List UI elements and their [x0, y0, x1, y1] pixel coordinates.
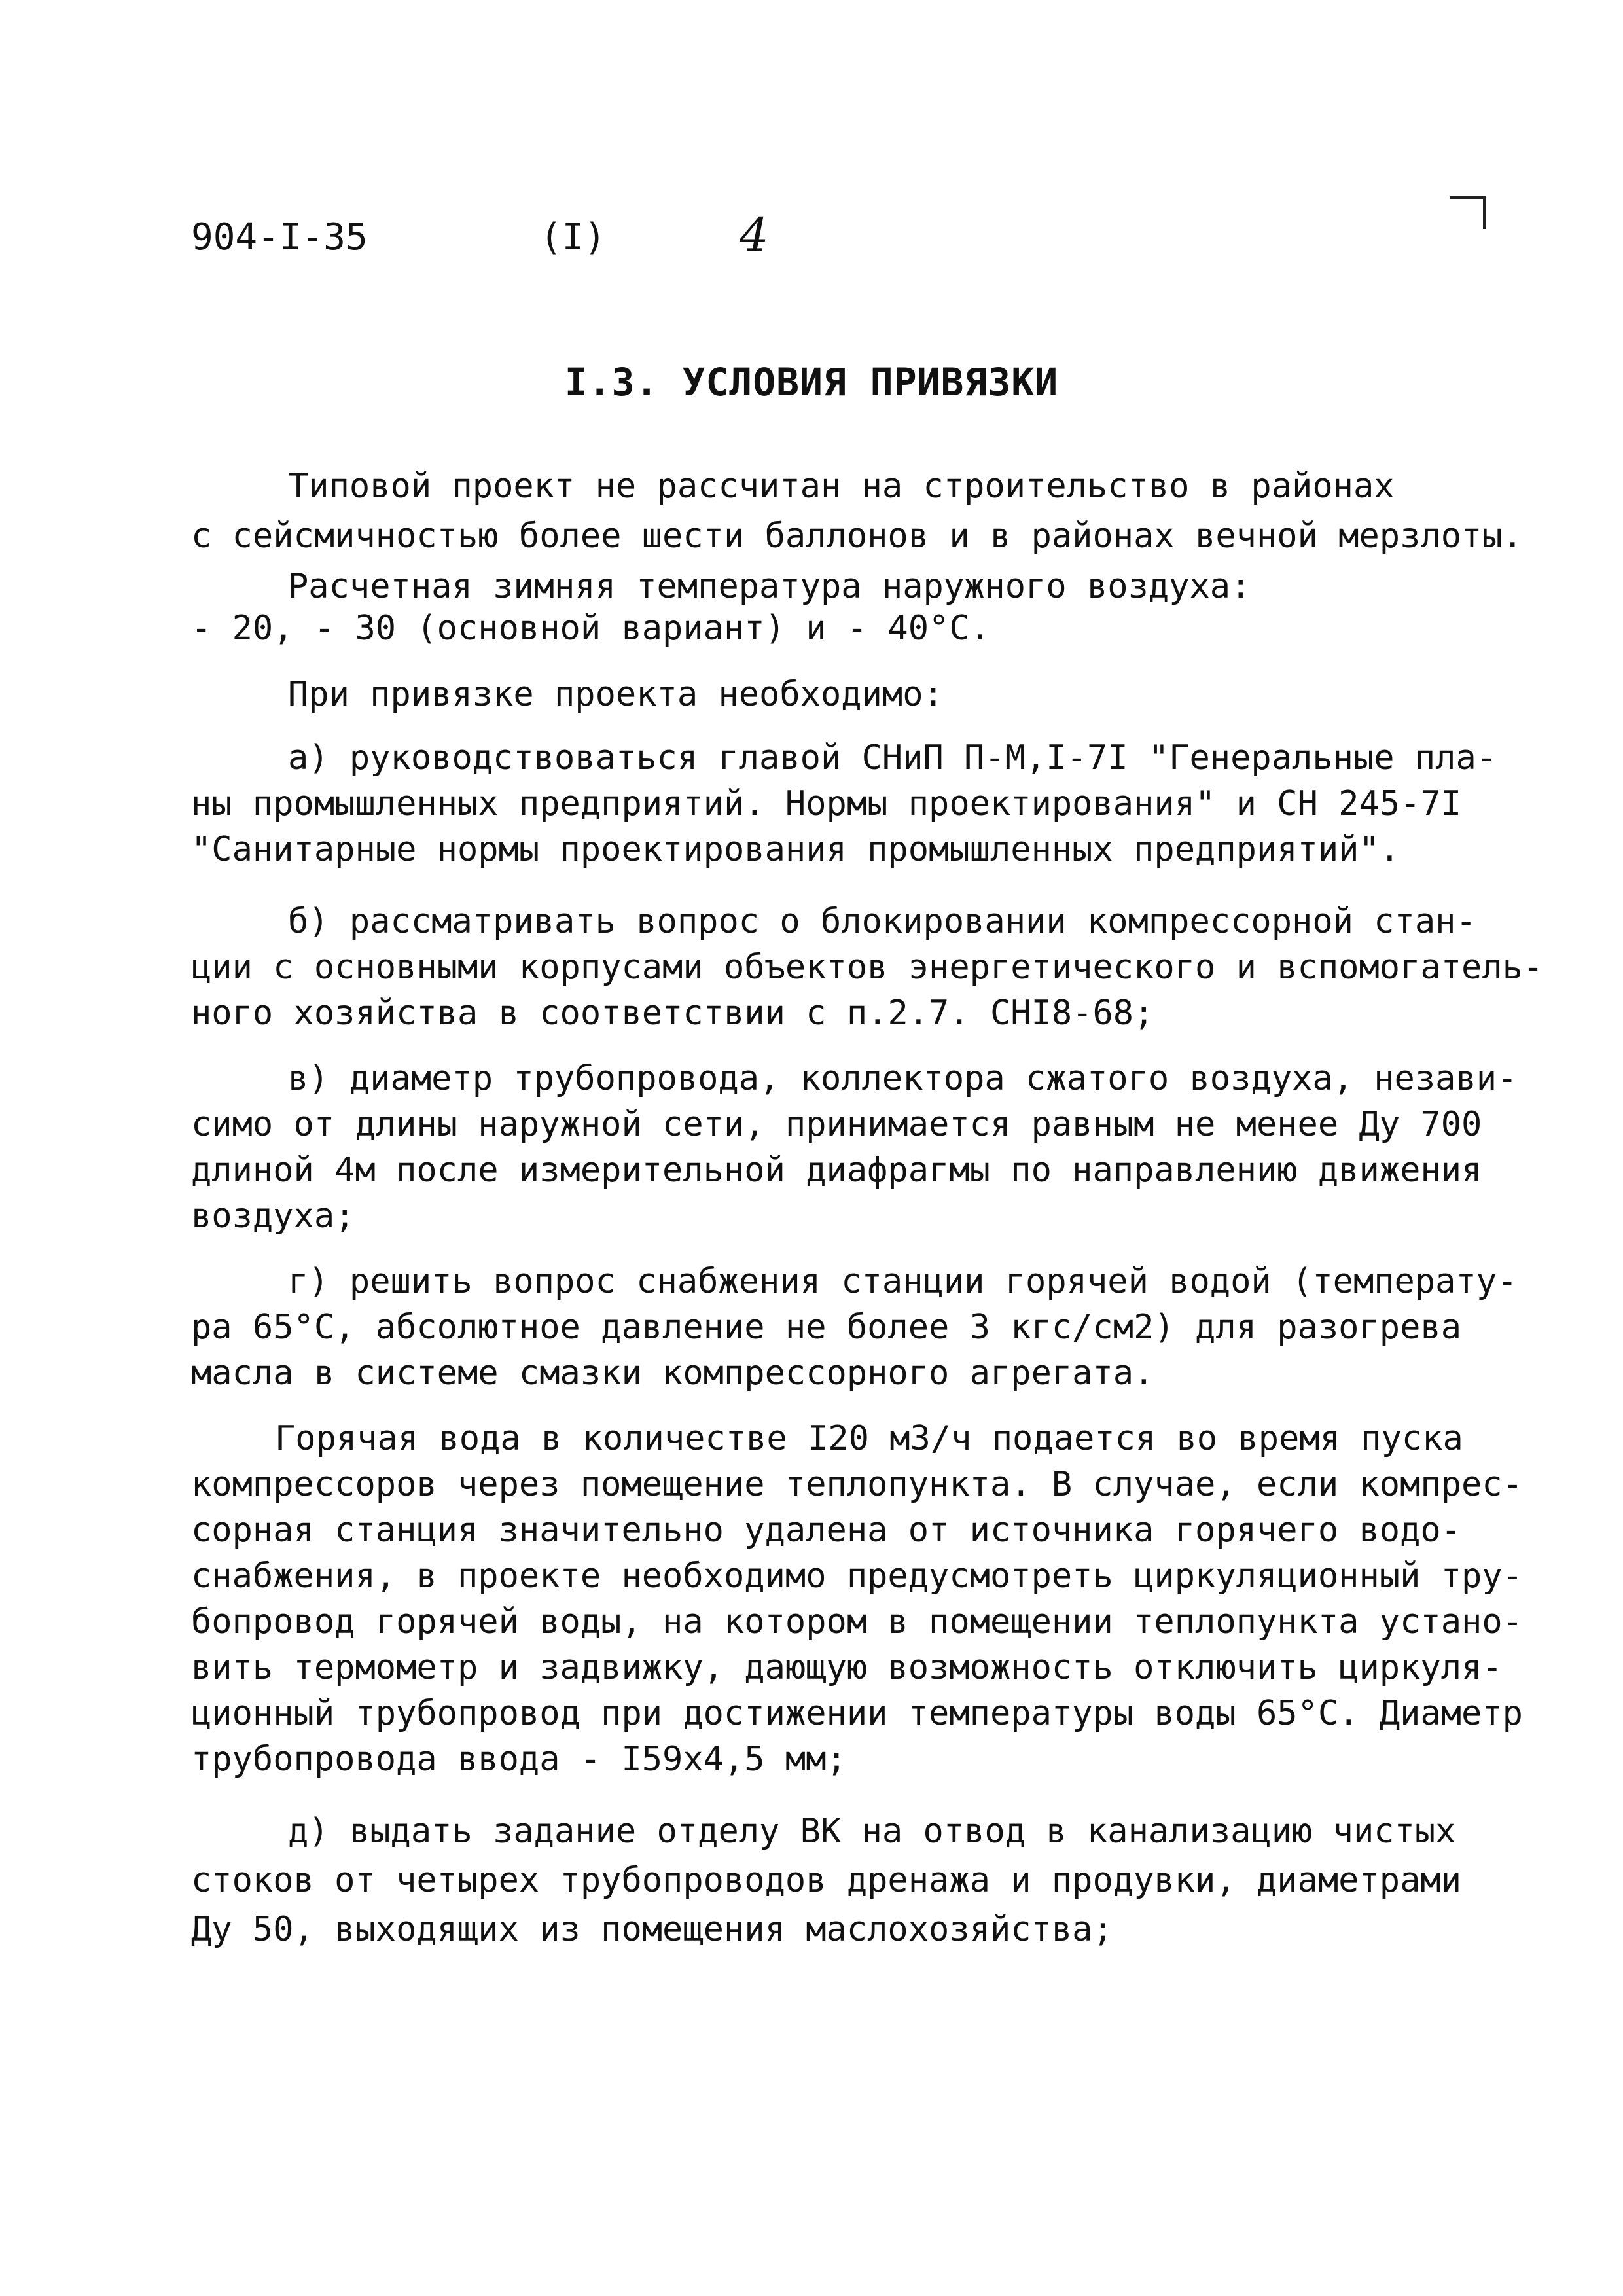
- item-b-line-1: б) рассматривать вопрос о блокировании компрессорной стан-: [288, 902, 1476, 941]
- document-part: (I): [540, 216, 607, 259]
- section-title: I.3. УСЛОВИЯ ПРИВЯЗКИ: [564, 360, 1059, 404]
- page-number: 4: [740, 208, 769, 262]
- hot-water-line-4: снабжения, в проекте необходимо предусмотреть циркуляционный тру-: [191, 1556, 1523, 1596]
- item-a-line-1: а) руководствоваться главой СНиП П-М,I-7I "Генеральные пла-: [288, 738, 1497, 778]
- document-code: 904-I-35: [191, 216, 368, 259]
- item-d-line-3: Ду 50, выходящих из помещения маслохозяйства;: [191, 1910, 1113, 1949]
- temperature-line-2: - 20, - 30 (основной вариант) и - 40°С.: [191, 609, 990, 648]
- item-v-line-2: симо от длины наружной сети, принимается равным не менее Ду 700: [191, 1105, 1482, 1144]
- item-v-line-4: воздуха;: [191, 1196, 355, 1236]
- item-v-line-1: в) диаметр трубопровода, коллектора сжатого воздуха, незави-: [288, 1059, 1518, 1098]
- corner-mark: [1450, 196, 1489, 229]
- temperature-line-1: Расчетная зимняя температура наружного воздуха:: [288, 567, 1251, 606]
- item-d-line-2: стоков от четырех трубопроводов дренажа и продувки, диаметрами: [191, 1861, 1462, 1900]
- item-b-line-3: ного хозяйства в соответствии с п.2.7. СНI8-68;: [191, 994, 1154, 1033]
- item-b-line-2: ции с основными корпусами объектов энергетического и вспомогатель-: [191, 948, 1544, 987]
- lead-line: При привязке проекта необходимо:: [288, 675, 944, 714]
- item-a-line-3: "Санитарные нормы проектирования промышленных предприятий".: [191, 830, 1400, 869]
- hot-water-line-8: трубопровода ввода - I59х4,5 мм;: [191, 1740, 847, 1779]
- hot-water-line-5: бопровод горячей воды, на котором в помещении теплопункта устано-: [191, 1602, 1523, 1641]
- intro-line-2: с сейсмичностью более шести баллонов и в районах вечной мерзлоты.: [191, 516, 1523, 556]
- item-g-line-2: ра 65°С, абсолютное давление не более 3 кгс/см2) для разогрева: [191, 1308, 1462, 1347]
- hot-water-line-7: ционный трубопровод при достижении температуры воды 65°С. Диаметр: [191, 1694, 1523, 1733]
- item-d-line-1: д) выдать задание отделу ВК на отвод в канализацию чистых: [288, 1812, 1456, 1851]
- item-g-line-3: масла в системе смазки компрессорного агрегата.: [191, 1354, 1154, 1393]
- hot-water-line-1: Горячая вода в количестве I20 м3/ч подается во время пуска: [275, 1419, 1463, 1458]
- item-v-line-3: длиной 4м после измерительной диафрагмы по направлению движения: [191, 1151, 1482, 1190]
- item-g-line-1: г) решить вопрос снабжения станции горячей водой (температу-: [288, 1262, 1518, 1301]
- hot-water-line-6: вить термометр и задвижку, дающую возможность отключить циркуля-: [191, 1648, 1503, 1687]
- hot-water-line-2: компрессоров через помещение теплопункта. В случае, если компрес-: [191, 1465, 1523, 1504]
- hot-water-line-3: сорная станция значительно удалена от источника горячего водо-: [191, 1511, 1462, 1550]
- item-a-line-2: ны промышленных предприятий. Нормы проектирования" и СН 245-7I: [191, 784, 1462, 823]
- intro-line-1: Типовой проект не рассчитан на строительство в районах: [288, 467, 1395, 506]
